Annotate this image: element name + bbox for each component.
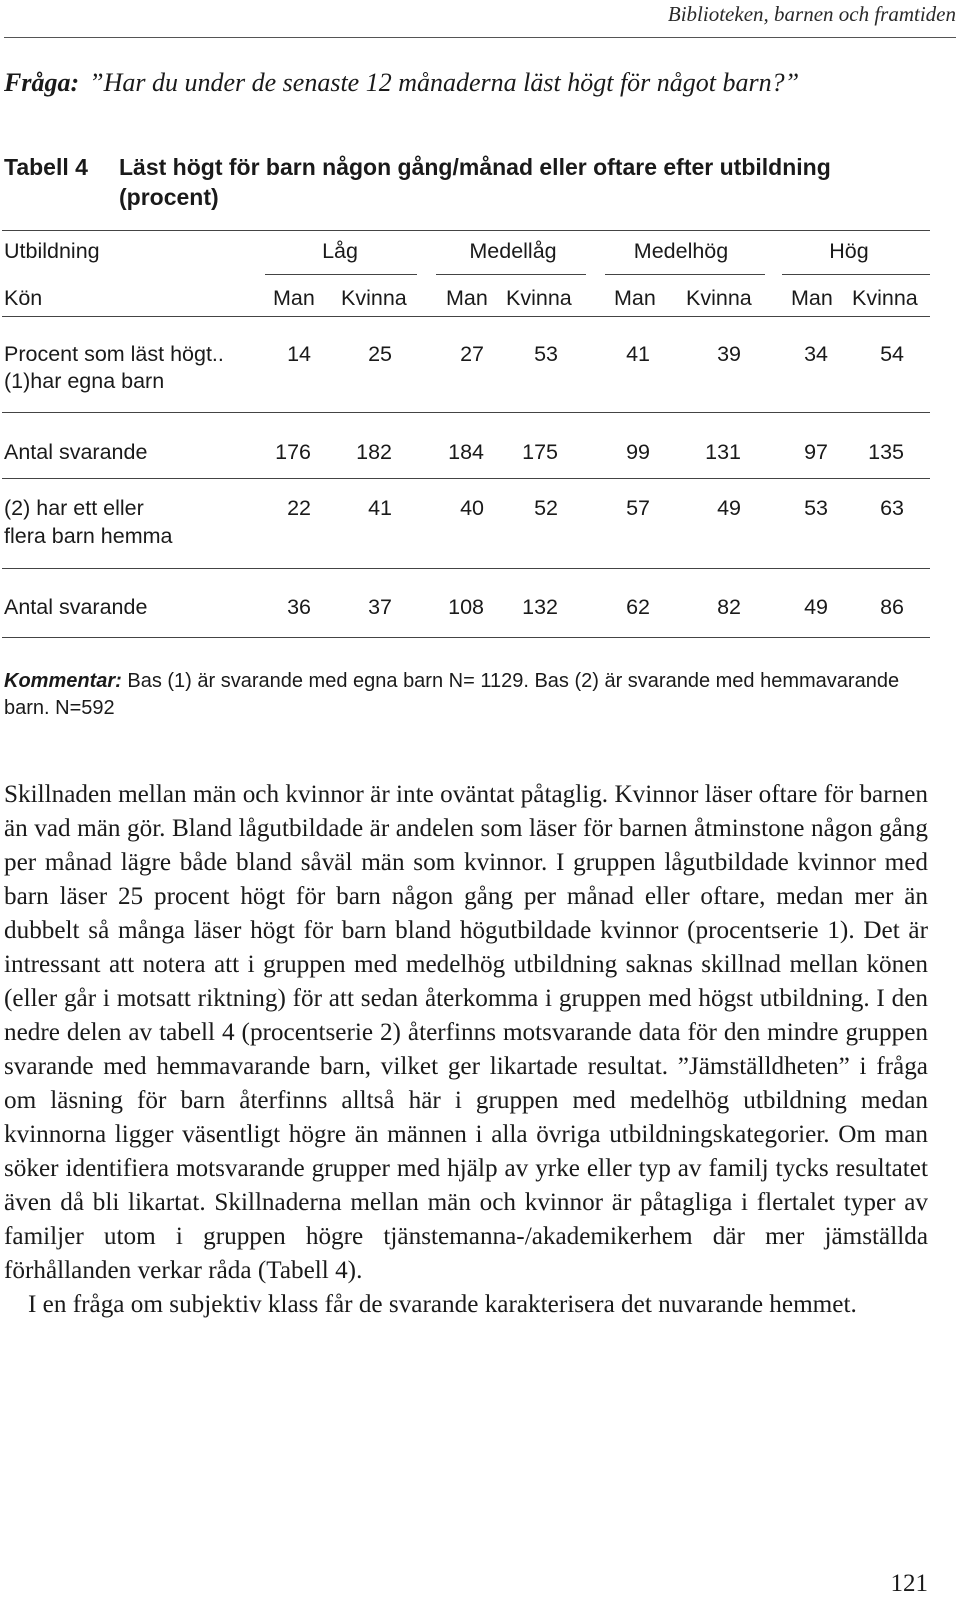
table-rule-bottom (2, 637, 930, 638)
table-cell: 53 (534, 342, 558, 366)
row-label: Procent som läst högt.. (4, 342, 224, 366)
running-head-rule (4, 37, 956, 38)
comment-text: Bas (1) är svarande med egna barn N= 1129. Bas (2) är svarande med hemmavarande barn. N=592 (4, 670, 900, 719)
comment-label: Kommentar: (4, 670, 122, 692)
table-cell: 99 (626, 440, 650, 464)
paragraph: I en fråga om subjektiv klass får de svarande karakterisera det nuvarande hemmet. (28, 1291, 857, 1318)
table-cell: 86 (880, 595, 904, 619)
group-header-hog: Hög (829, 239, 869, 263)
table-comment (4, 668, 929, 722)
question-label: Fråga: (4, 68, 80, 97)
sex-column-header: Kvinna (341, 286, 407, 310)
table-cell: 82 (717, 595, 741, 619)
table-rule-row3 (2, 568, 930, 569)
table-cell: 176 (275, 440, 311, 464)
table-cell: 22 (287, 496, 311, 520)
running-head: Biblioteken, barnen och framtiden (667, 2, 956, 26)
table-cell: 175 (522, 440, 558, 464)
table-cell: 49 (717, 496, 741, 520)
table-cell: 34 (804, 342, 828, 366)
table-title: Läst högt för barn någon gång/månad eller oftare efter utbildning (procent) (119, 154, 831, 210)
table-cell: 63 (880, 496, 904, 520)
sex-column-header: Man (273, 286, 315, 310)
table-cell: 62 (626, 595, 650, 619)
table-cell: 39 (717, 342, 741, 366)
body-text (4, 778, 928, 1322)
table-cell: 135 (868, 440, 904, 464)
table-cell: 184 (448, 440, 484, 464)
group-rule-medelhog (605, 274, 765, 275)
table-cell: 41 (626, 342, 650, 366)
table-rule-row1 (2, 412, 930, 413)
sex-column-header: Man (614, 286, 656, 310)
table-label: Tabell 4 (4, 154, 88, 180)
table-cell: 52 (534, 496, 558, 520)
question-text: ”Har du under de senaste 12 månaderna läst högt för något barn?” (89, 68, 800, 97)
group-rule-medellag (436, 274, 586, 275)
sex-column-header: Man (791, 286, 833, 310)
table-cell: 57 (626, 496, 650, 520)
table-cell: 108 (448, 595, 484, 619)
row-label: Antal svarande (4, 440, 148, 464)
table-rule-header (2, 316, 930, 317)
group-header-medelhog: Medelhög (633, 239, 729, 263)
table-cell: 182 (356, 440, 392, 464)
table-cell: 37 (368, 595, 392, 619)
table-cell: 25 (368, 342, 392, 366)
table-cell: 36 (287, 595, 311, 619)
page-number: 121 (890, 1570, 928, 1597)
row-label: (2) har ett eller (4, 496, 144, 520)
group-header-medellag: Medellåg (469, 239, 557, 263)
table-cell: 14 (287, 342, 311, 366)
sex-column-header: Man (446, 286, 488, 310)
group-header-lag: Låg (322, 239, 358, 263)
table-cell: 49 (804, 595, 828, 619)
table-cell: 53 (804, 496, 828, 520)
table-cell: 132 (522, 595, 558, 619)
table-cell: 27 (460, 342, 484, 366)
group-rule-lag (265, 274, 417, 275)
sex-column-header: Kvinna (686, 286, 752, 310)
table-cell: 97 (804, 440, 828, 464)
sex-header-label: Kön (4, 286, 43, 310)
table-rule-top (2, 230, 930, 231)
table-cell: 40 (460, 496, 484, 520)
table-rule-row2 (2, 478, 930, 479)
table-cell: 41 (368, 496, 392, 520)
education-header-label: Utbildning (4, 239, 100, 263)
row-label-line2: (1)har egna barn (4, 369, 165, 393)
row-label-line2: flera barn hemma (4, 524, 173, 548)
question (4, 68, 944, 98)
sex-column-header: Kvinna (506, 286, 572, 310)
group-rule-hog (782, 274, 930, 275)
sex-column-header: Kvinna (852, 286, 918, 310)
paragraph: Skillnaden mellan män och kvinnor är inte oväntat påtaglig. Kvinnor läser oftare för barnen än vad män gör. Bland lågutbildade är andelen som läser för barnen åtminstone någon gång per månad lägre både bland såväl män som kvinnor. I gruppen lågutbildade kvinnor med barn läser 25 procent högt för barn någon gång per månad eller oftare, medan mer än dubbelt så många läser högt för barn bland högutbildade kvinnor (procentserie 1). Det är intressant att notera att i gruppen med medelhög utbildning saknas skillnad mellan könen (eller går i motsatt riktning) för att sedan återkomma i gruppen med högst utbildning. I den nedre delen av tabell 4 (procentserie 2) återfinns motsvarande data för den mindre gruppen svarande med hemmavarande barn, vilket ger likartade resultat. ”Jämställdheten” i fråga om läsning för barn återfinns alltså här i gruppen med medelhög utbildning medan kvinnorna ligger väsentligt högre än männen i alla övriga utbildningskategorier. Om man söker identifiera motsvarande grupper med hjälp av yrke eller typ av familj tycks resultatet även då bli likartat. Skillnaderna mellan män och kvinnor är påtagliga i flertalet typer av familjer utom i gruppen högre tjänstemanna-/akademikerhem där mer jämställda förhållanden verkar råda (Tabell 4). (4, 781, 928, 1284)
row-label: Antal svarande (4, 595, 148, 619)
table-cell: 131 (705, 440, 741, 464)
table-cell: 54 (880, 342, 904, 366)
